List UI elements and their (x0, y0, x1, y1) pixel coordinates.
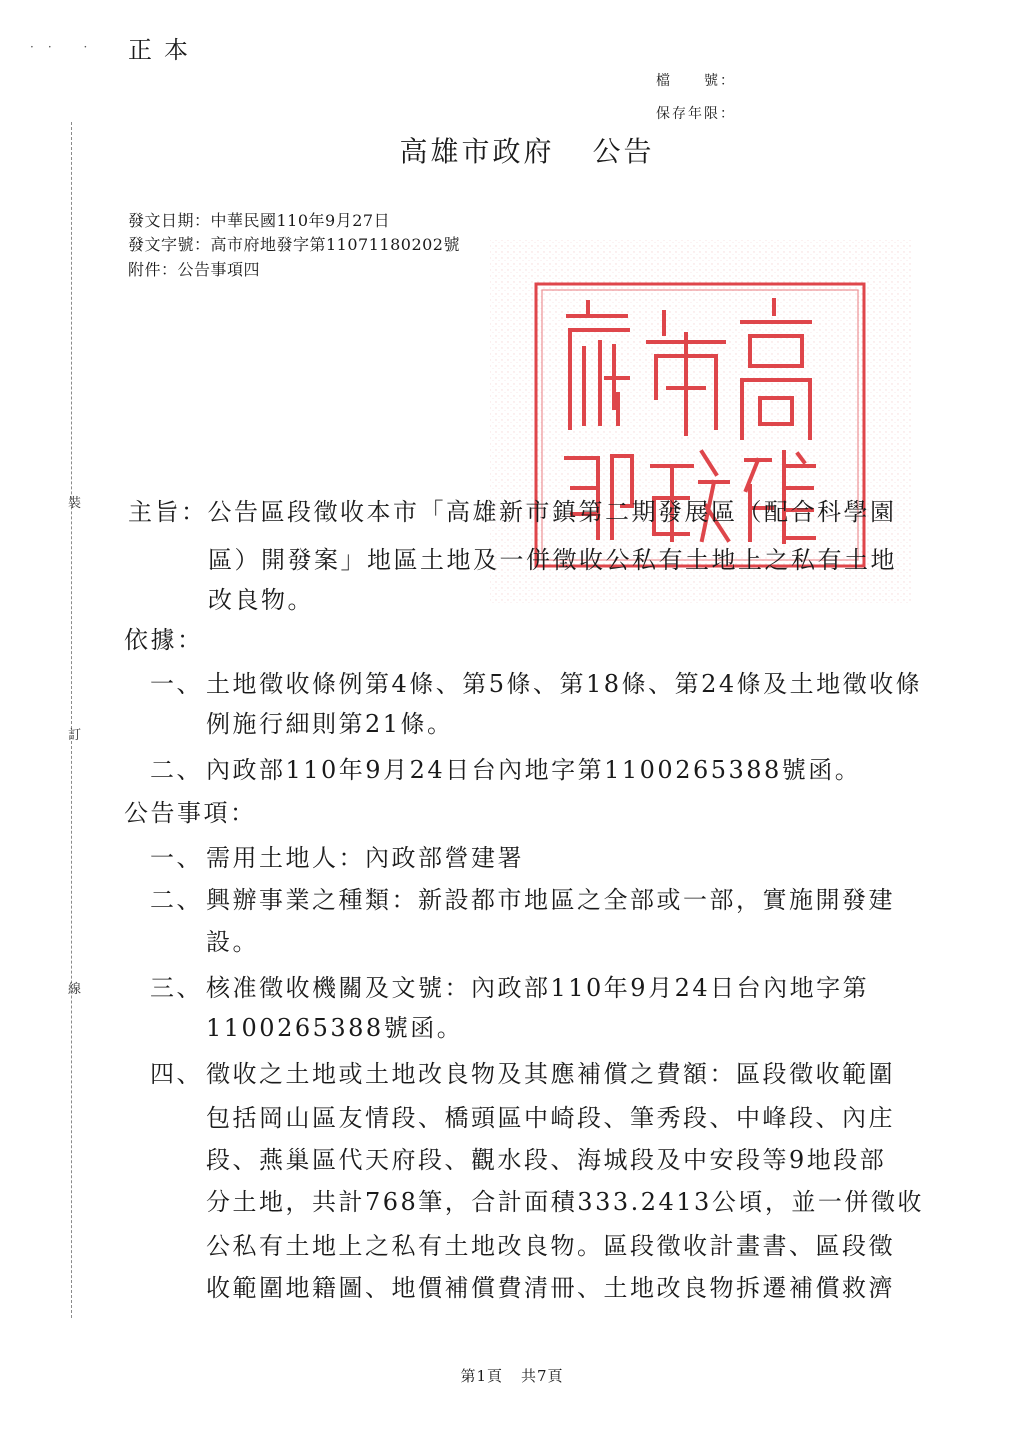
subject-line-3: 改良物。 (208, 586, 314, 614)
page-number: 第1頁 (460, 1367, 503, 1385)
notice-heading: 公告事項： (124, 799, 257, 827)
subject-line-1: 公告區段徵收本市「高雄新市鎮第二期發展區（配合科學園 (207, 498, 897, 526)
notice-item-4-line-4: 分土地，共計768筆，合計面積333.2413公頃，並一併徵收 (206, 1188, 924, 1216)
notice-item-4-line-3: 段、燕巢區代天府段、觀水段、海城段及中安段等9地段部 (206, 1146, 887, 1174)
title-organization: 高雄市政府 (399, 135, 555, 168)
notice-item-4-line-1: 徵收之土地或土地改良物及其應補償之費額：區段徵收範圍 (206, 1060, 895, 1088)
basis-item-2-line-1: 內政部110年9月24日台內地字第1100265388號函。 (206, 756, 862, 784)
basis-item-1-line-2: 例施行細則第21條。 (206, 710, 454, 738)
basis-item-1-line-1: 土地徵收條例第4條、第5條、第18條、第24條及土地徵收條 (206, 670, 923, 698)
binding-char-xian: 線 (68, 982, 82, 997)
issue-date: 發文日期：中華民國110年9月27日 (128, 211, 391, 230)
document-title (0, 130, 1024, 170)
page-total: 共7頁 (521, 1367, 564, 1385)
notice-item-1-number: 一、 (150, 844, 203, 872)
basis-heading: 依據： (124, 626, 204, 654)
notice-item-4-line-6: 收範圍地籍圖、地價補償費清冊、土地改良物拆遷補償救濟 (206, 1274, 895, 1302)
basis-item-1-number: 一、 (150, 670, 203, 698)
binding-char-ding: 訂 (68, 728, 82, 743)
binding-line (71, 122, 72, 1318)
retention-period-label: 保存年限： (656, 106, 736, 122)
notice-item-4-line-5: 公私有土地上之私有土地改良物。區段徵收計畫書、區段徵 (206, 1232, 895, 1260)
notice-item-4-line-2: 包括岡山區友情段、橋頭區中崎段、筆秀段、中峰段、內庄 (206, 1104, 895, 1132)
notice-item-2-line-1: 興辦事業之種類：新設都市地區之全部或一部，實施開發建 (206, 886, 895, 914)
notice-item-3-line-2: 1100265388號函。 (206, 1014, 464, 1042)
attachment-note: 附件：公告事項四 (128, 260, 261, 279)
notice-item-3-line-1: 核准徵收機關及文號：內政部110年9月24日台內地字第 (206, 974, 870, 1002)
notice-item-2-line-2: 設。 (206, 928, 259, 956)
binding-char-zhuang: 裝 (68, 496, 82, 511)
notice-item-1-line-1: 需用土地人：內政部營建署 (206, 844, 524, 872)
original-copy-label: 正本 (128, 36, 200, 64)
archive-number-label: 檔 號： (656, 73, 736, 89)
title-document-type: 公告 (592, 135, 655, 168)
notice-item-3-number: 三、 (150, 974, 203, 1002)
notice-item-2-number: 二、 (150, 886, 203, 914)
basis-item-2-number: 二、 (150, 756, 203, 784)
scan-specks: ·· · (30, 40, 102, 54)
issue-reference-number: 發文字號：高市府地發字第11071180202號 (128, 235, 460, 254)
page-footer (0, 1365, 1024, 1386)
subject-line-2: 區）開發案」地區土地及一併徵收公私有土地上之私有土地 (208, 546, 897, 574)
subject-label: 主旨： (128, 498, 208, 526)
notice-item-4-number: 四、 (150, 1060, 203, 1088)
